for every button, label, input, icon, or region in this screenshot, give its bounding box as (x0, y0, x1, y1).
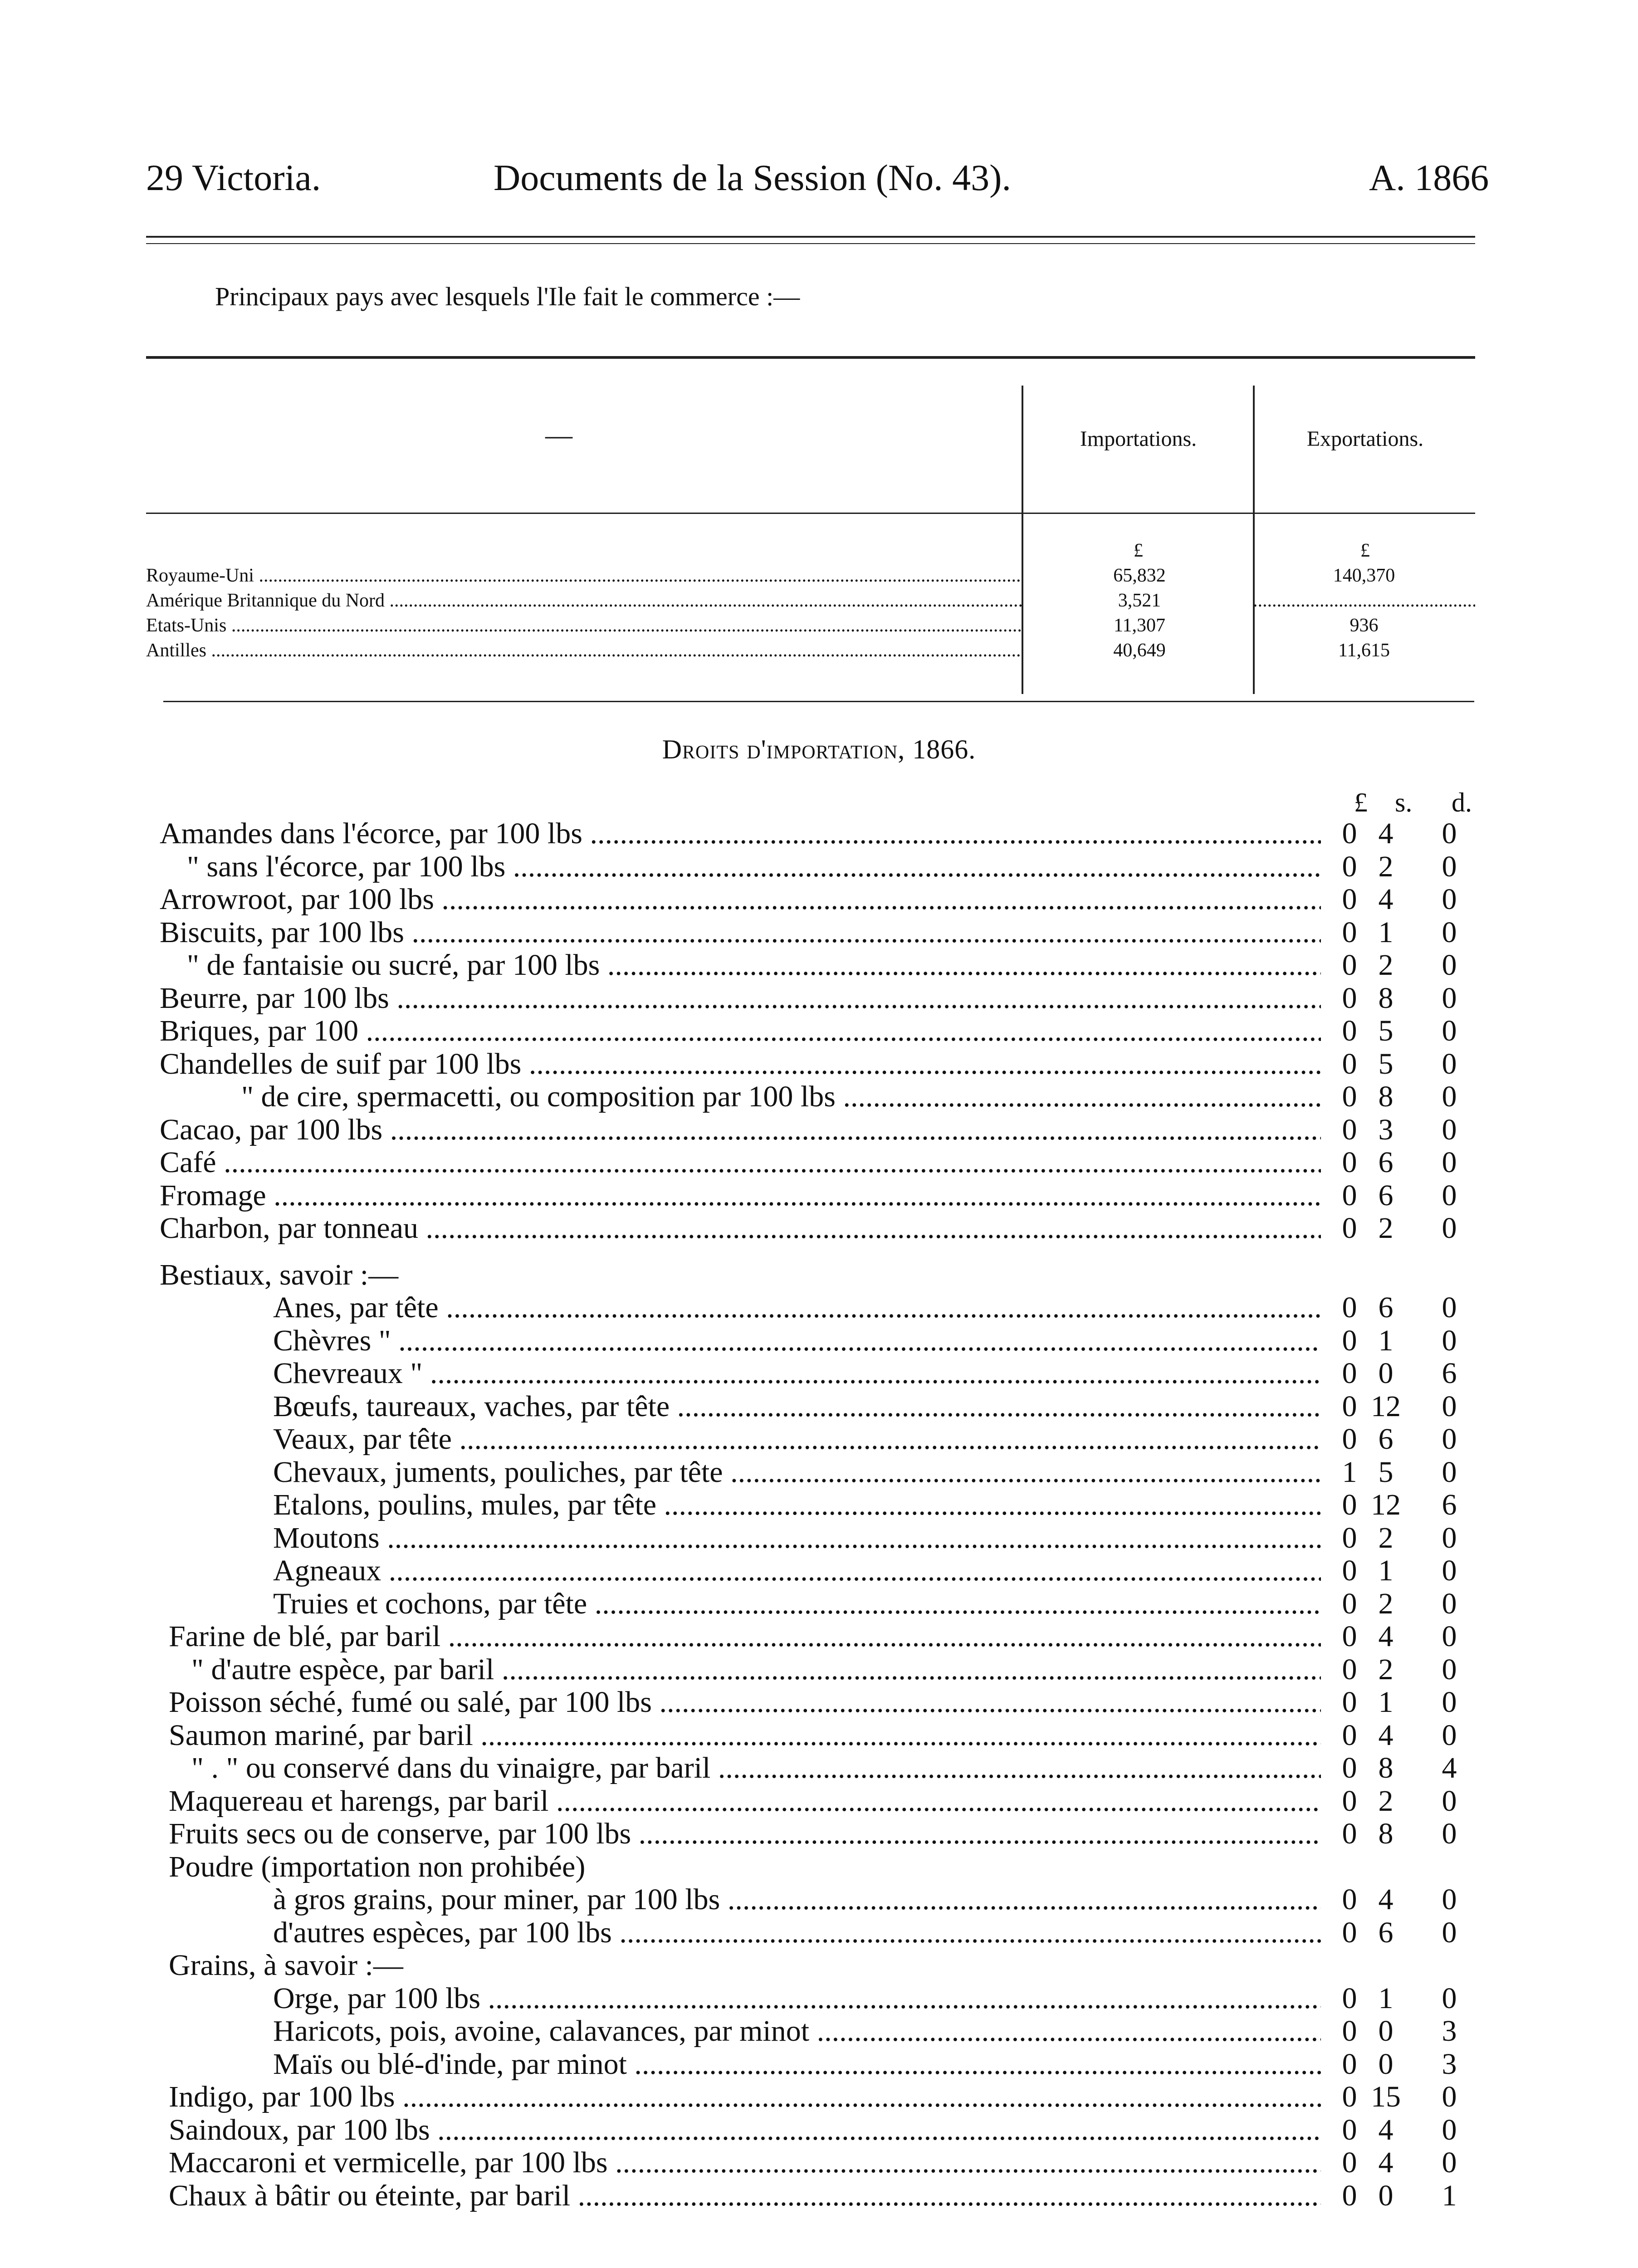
amount-pounds: 0 (1342, 1291, 1357, 1324)
amount-shillings: 8 (1378, 1751, 1394, 1784)
duty-row (160, 2146, 1516, 2179)
duty-label: Chevreaux " ..... (273, 1356, 1321, 1391)
duty-label: Chaux à bâtir ou éteinte, par baril ..... (169, 2179, 1321, 2213)
importations-value: 3,521 (1118, 590, 1161, 611)
duty-row (160, 2179, 1516, 2212)
duty-row (160, 2014, 1516, 2047)
amount-shillings: 0 (1378, 2014, 1394, 2048)
amount-pounds: 0 (1342, 1146, 1357, 1179)
duty-label: Amandes dans l'écorce, par 100 lbs ..... (160, 816, 1321, 851)
header-rule-thin (146, 243, 1475, 244)
amount-pounds: 0 (1342, 1014, 1357, 1047)
table-bottom-rule (163, 701, 1474, 702)
amount-shillings: 4 (1378, 2146, 1394, 2179)
duty-label: Truies et cochons, par tête ..... (273, 1587, 1321, 1621)
duty-label: Anes, par tête ..... (273, 1290, 1321, 1325)
duty-label: " . " ou conservé dans du vinaigre, par baril ..... (191, 1751, 1321, 1785)
duty-label: Chandelles de suif par 100 lbs ..... (160, 1047, 1321, 1081)
amount-shillings: 2 (1378, 850, 1394, 883)
duty-row (160, 1389, 1516, 1422)
duty-label: Chèvres " ..... (273, 1324, 1321, 1358)
table-row (146, 615, 1475, 636)
amount-pounds: 0 (1342, 1080, 1357, 1113)
duty-label: " de cire, spermacetti, ou composition par 100 lbs ..... (241, 1080, 1321, 1114)
duty-label: " d'autre espèce, par baril ..... (191, 1652, 1321, 1687)
amount-shillings: 4 (1378, 1718, 1394, 1752)
amount-shillings: 2 (1378, 1212, 1394, 1245)
amount-pence: 0 (1442, 1981, 1457, 2015)
duty-row (160, 948, 1516, 981)
duty-row (160, 1113, 1516, 1146)
amount-shillings: 8 (1378, 1817, 1394, 1850)
amount-pounds: 0 (1342, 1389, 1357, 1423)
amount-pounds: 0 (1342, 1324, 1357, 1357)
amount-pounds: 0 (1342, 1178, 1357, 1212)
duty-label: Agneaux ..... (273, 1554, 1321, 1588)
amount-shillings: 4 (1378, 817, 1394, 850)
duty-row (160, 1652, 1516, 1686)
duty-label: Saindoux, par 100 lbs ..... (169, 2113, 1321, 2147)
duty-row (160, 1178, 1516, 1212)
amount-shillings: 1 (1378, 1554, 1394, 1587)
duty-label: d'autres espèces, par 100 lbs ..... (273, 1916, 1321, 1950)
amount-shillings: 1 (1378, 915, 1394, 949)
country-name: Royaume-Uni ..... (146, 565, 1022, 587)
unit-importations: £ (1134, 540, 1143, 561)
duty-label: Saumon mariné, par baril ..... (169, 1718, 1321, 1753)
duty-label: Fruits secs ou de conserve, par 100 lbs ..... (169, 1817, 1321, 1851)
amount-pounds: 0 (1342, 1422, 1357, 1456)
amount-pence: 4 (1442, 1751, 1457, 1784)
section-title: Droits d'importation, 1866. (662, 734, 976, 764)
duty-label: Farine de blé, par baril ..... (169, 1619, 1321, 1654)
table-row (146, 565, 1475, 587)
amount-pence: 3 (1442, 2014, 1457, 2048)
duty-row (160, 1817, 1516, 1850)
duty-label: Maïs ou blé-d'inde, par minot ..... (273, 2047, 1321, 2082)
amount-pounds: 0 (1342, 850, 1357, 883)
amount-pence: 0 (1442, 1047, 1457, 1080)
duty-row (160, 2047, 1516, 2080)
amount-pounds: 0 (1342, 1212, 1357, 1245)
amount-pence: 0 (1442, 817, 1457, 850)
amount-shillings: 12 (1371, 1488, 1401, 1521)
amount-pence: 0 (1442, 1178, 1457, 1212)
amount-pence: 0 (1442, 1113, 1457, 1146)
duty-row (160, 1356, 1516, 1389)
amount-pence: 0 (1442, 1817, 1457, 1850)
amount-pence: 3 (1442, 2047, 1457, 2081)
amount-pounds: 0 (1342, 2146, 1357, 2179)
amount-pounds: 0 (1342, 2014, 1357, 2048)
duty-row (160, 1324, 1516, 1357)
duty-row (160, 1916, 1516, 1949)
country-name: Antilles ..... (146, 640, 1022, 661)
amount-pounds: 0 (1342, 948, 1357, 982)
amount-pounds: 0 (1342, 1554, 1357, 1587)
amount-pounds: 0 (1342, 1521, 1357, 1554)
duty-label: Beurre, par 100 lbs ..... (160, 981, 1321, 1016)
amount-pence: 0 (1442, 850, 1457, 883)
duty-row (160, 1211, 1516, 1244)
amount-pence: 0 (1442, 1146, 1457, 1179)
amount-pence: 0 (1442, 1916, 1457, 1949)
duty-label: Grains, à savoir :— (169, 1949, 403, 1982)
amount-shillings: 0 (1378, 1357, 1394, 1390)
amount-pounds: 0 (1342, 883, 1357, 916)
running-header-left: 29 Victoria. (146, 157, 321, 198)
col-header-importations: Importations. (1080, 427, 1197, 451)
duty-label: Biscuits, par 100 lbs ..... (160, 915, 1321, 950)
amount-pounds: 0 (1342, 1488, 1357, 1521)
duty-label: Poisson séché, fumé ou salé, par 100 lbs ..... (169, 1685, 1321, 1720)
duty-row (160, 1488, 1516, 1521)
amount-pounds: 0 (1342, 1817, 1357, 1850)
amount-shillings: 8 (1378, 981, 1394, 1015)
duty-label: Bestiaux, savoir :— (160, 1258, 399, 1291)
importations-value: 40,649 (1113, 640, 1166, 661)
amount-pence: 0 (1442, 2113, 1457, 2146)
list-spacer (160, 1244, 1516, 1258)
amount-pounds: 0 (1342, 1113, 1357, 1146)
header-rule (146, 236, 1475, 238)
amount-shillings: 5 (1378, 1014, 1394, 1047)
amount-shillings: 6 (1378, 1422, 1394, 1456)
amount-pence: 0 (1442, 2146, 1457, 2179)
duty-row (160, 1047, 1516, 1080)
unit-exportations: £ (1360, 540, 1370, 561)
blank-header: — (545, 420, 572, 450)
amount-pence: 0 (1442, 1686, 1457, 1719)
amount-pence: 0 (1442, 1080, 1457, 1113)
list-subheading (160, 1850, 1516, 1883)
duty-row (160, 915, 1516, 948)
duty-label: Maquereau et harengs, par baril ..... (169, 1784, 1321, 1818)
amount-pounds: 0 (1342, 2047, 1357, 2081)
amount-pence: 0 (1442, 948, 1457, 982)
exportations-value: 11,615 (1338, 640, 1390, 661)
amount-shillings: 4 (1378, 883, 1394, 916)
list-subheading (160, 1948, 1516, 1981)
importations-value: 65,832 (1113, 565, 1166, 586)
amount-pounds: 0 (1342, 1357, 1357, 1390)
amount-shillings: 2 (1378, 948, 1394, 982)
amount-pence: 6 (1442, 1488, 1457, 1521)
amount-pence: 0 (1442, 1652, 1457, 1686)
list-subheading (160, 1258, 1516, 1291)
amount-pence: 0 (1442, 1718, 1457, 1752)
amount-pounds: 0 (1342, 1784, 1357, 1818)
amount-pounds: 0 (1342, 1883, 1357, 1916)
table-row (146, 590, 1475, 611)
amount-pence: 0 (1442, 1587, 1457, 1620)
amount-pounds: 0 (1342, 1751, 1357, 1784)
amount-pence: 0 (1442, 1291, 1457, 1324)
amount-shillings: 15 (1371, 2080, 1401, 2113)
amount-shillings: 2 (1378, 1587, 1394, 1620)
duty-label: à gros grains, pour miner, par 100 lbs ..... (273, 1882, 1321, 1917)
amount-pounds: 0 (1342, 1981, 1357, 2015)
intro-text: Principaux pays avec lesquels l'Ile fait le commerce :— (215, 282, 800, 311)
duty-label: Veaux, par tête ..... (273, 1422, 1321, 1457)
duty-row (160, 1422, 1516, 1455)
country-name: Amérique Britannique du Nord ..... (146, 590, 1022, 611)
amount-pounds: 0 (1342, 817, 1357, 850)
amount-pence: 0 (1442, 915, 1457, 949)
duty-row (160, 882, 1516, 915)
table-header-rule (146, 513, 1475, 514)
duty-row (160, 1145, 1516, 1178)
amount-pence: 0 (1442, 1883, 1457, 1916)
amount-shillings: 12 (1371, 1389, 1401, 1423)
amount-pounds: 0 (1342, 2113, 1357, 2146)
amount-shillings: 5 (1378, 1455, 1394, 1489)
duty-row (160, 1014, 1516, 1047)
amount-shillings: 1 (1378, 1981, 1394, 2015)
amount-shillings: 3 (1378, 1113, 1394, 1146)
duty-row (160, 1685, 1516, 1718)
duty-label: Indigo, par 100 lbs ..... (169, 2080, 1321, 2114)
amount-pence: 0 (1442, 1455, 1457, 1489)
amount-pounds: 0 (1342, 1587, 1357, 1620)
duty-label: Bœufs, taureaux, vaches, par tête ..... (273, 1389, 1321, 1424)
exportations-value: 140,370 (1333, 565, 1395, 586)
duty-label: " de fantaisie ou sucré, par 100 lbs ..... (187, 948, 1321, 982)
amount-shillings: 2 (1378, 1784, 1394, 1818)
amount-shillings: 0 (1378, 2047, 1394, 2081)
duty-row (160, 1784, 1516, 1817)
duty-label: Briques, par 100 ..... (160, 1014, 1321, 1048)
amount-shillings: 4 (1378, 1883, 1394, 1916)
amount-shillings: 2 (1378, 1652, 1394, 1686)
duty-row (160, 1554, 1516, 1587)
amount-pence: 0 (1442, 883, 1457, 916)
importations-value: 11,307 (1114, 615, 1165, 636)
col-header-exportations: Exportations. (1306, 427, 1424, 451)
amount-pence: 6 (1442, 1357, 1457, 1390)
duty-label: Fromage ..... (160, 1178, 1321, 1213)
duty-label: Chevaux, juments, pouliches, par tête ..... (273, 1455, 1321, 1490)
amount-pounds: 0 (1342, 1652, 1357, 1686)
amount-pounds: 0 (1342, 1718, 1357, 1752)
col-head-pounds: £ (1354, 787, 1368, 817)
duty-label: Moutons ..... (273, 1521, 1321, 1555)
amount-shillings: 8 (1378, 1080, 1394, 1113)
amount-pence: 0 (1442, 1014, 1457, 1047)
duty-row (160, 1587, 1516, 1620)
exportations-value: 936 (1350, 615, 1379, 636)
amount-shillings: 5 (1378, 1047, 1394, 1080)
duty-row (160, 981, 1516, 1014)
amount-shillings: 4 (1378, 1620, 1394, 1653)
amount-shillings: 1 (1378, 1324, 1394, 1357)
amount-pence: 0 (1442, 1212, 1457, 1245)
amount-pence: 0 (1442, 1620, 1457, 1653)
amount-pounds: 0 (1342, 915, 1357, 949)
duty-row (160, 1882, 1516, 1916)
duty-row (160, 2080, 1516, 2113)
amount-pounds: 0 (1342, 2179, 1357, 2212)
amount-shillings: 6 (1378, 1291, 1394, 1324)
duty-label: Charbon, par tonneau ..... (160, 1211, 1321, 1246)
table-row (146, 640, 1475, 661)
running-header-center: Documents de la Session (No. 43). (494, 157, 1011, 198)
duty-label: Café ..... (160, 1145, 1321, 1180)
duty-row (160, 1619, 1516, 1652)
duty-row (160, 1521, 1516, 1554)
amount-pounds: 0 (1342, 1620, 1357, 1653)
col-head-shillings: s. (1395, 787, 1413, 817)
duty-row (160, 850, 1516, 883)
amount-shillings: 2 (1378, 1521, 1394, 1554)
duty-row (160, 1455, 1516, 1488)
duty-label: Haricots, pois, avoine, calavances, par minot ..... (273, 2014, 1321, 2048)
amount-pounds: 0 (1342, 2080, 1357, 2113)
duty-label: Etalons, poulins, mules, par tête ..... (273, 1488, 1321, 1522)
amount-pence: 0 (1442, 1324, 1457, 1357)
amount-shillings: 6 (1378, 1916, 1394, 1949)
amount-shillings: 6 (1378, 1146, 1394, 1179)
amount-pounds: 0 (1342, 1916, 1357, 1949)
duty-row (160, 2113, 1516, 2146)
duty-label: Maccaroni et vermicelle, par 100 lbs ..... (169, 2146, 1321, 2180)
amount-pence: 1 (1442, 2179, 1457, 2212)
country-name: Etats-Unis ..... (146, 615, 1022, 636)
duty-row (160, 1751, 1516, 1784)
amount-shillings: 4 (1378, 2113, 1394, 2146)
amount-pence: 0 (1442, 1784, 1457, 1818)
amount-pounds: 1 (1342, 1455, 1357, 1489)
duty-row (160, 816, 1516, 850)
amount-shillings: 1 (1378, 1686, 1394, 1719)
amount-shillings: 6 (1378, 1178, 1394, 1212)
duty-label: Orge, par 100 lbs ..... (273, 1981, 1321, 2016)
amount-pence: 0 (1442, 2080, 1457, 2113)
trade-table (146, 358, 1475, 703)
duty-label: Cacao, par 100 lbs ..... (160, 1113, 1321, 1147)
col-head-pence: d. (1452, 787, 1472, 817)
amount-pence: 0 (1442, 1389, 1457, 1423)
duty-row (160, 1080, 1516, 1113)
duty-label: Arrowroot, par 100 lbs ..... (160, 882, 1321, 917)
duties-list (160, 816, 1516, 2211)
exportations-value (1253, 590, 1475, 611)
amount-pence: 0 (1442, 981, 1457, 1015)
amount-pounds: 0 (1342, 1686, 1357, 1719)
duty-row (160, 1718, 1516, 1751)
duty-row (160, 1290, 1516, 1324)
amount-shillings: 0 (1378, 2179, 1394, 2212)
duty-row (160, 1981, 1516, 2014)
amount-pence: 0 (1442, 1422, 1457, 1456)
duty-label: " sans l'écorce, par 100 lbs ..... (187, 850, 1321, 884)
amount-pence: 0 (1442, 1521, 1457, 1554)
amount-pence: 0 (1442, 1554, 1457, 1587)
duty-label: Poudre (importation non prohibée) (169, 1850, 586, 1883)
amount-pounds: 0 (1342, 981, 1357, 1015)
amount-pounds: 0 (1342, 1047, 1357, 1080)
running-header-right: A. 1866 (1369, 157, 1489, 198)
